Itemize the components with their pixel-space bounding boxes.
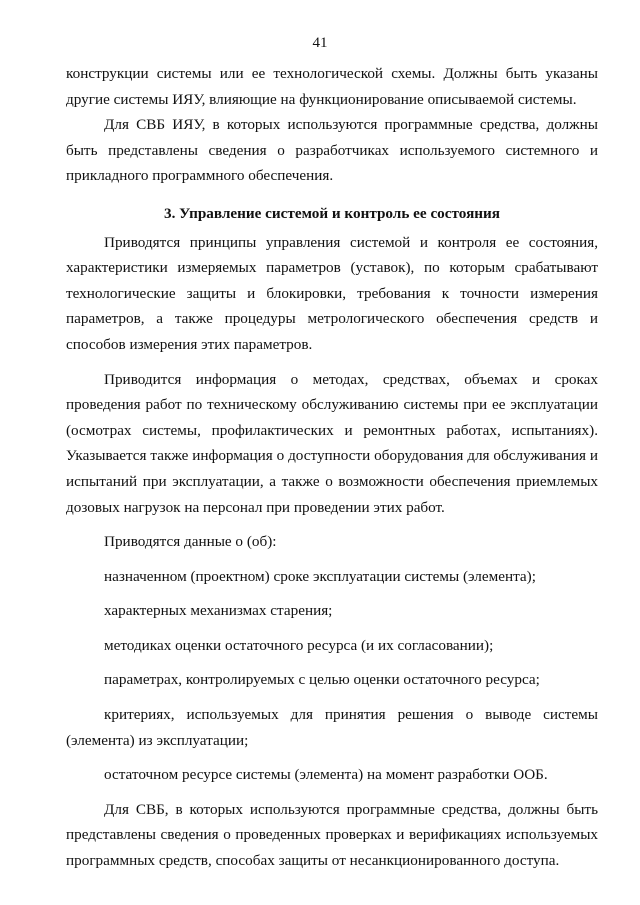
list-item: характерных механизмах старения; <box>104 602 333 620</box>
list-item: остаточном ресурсе системы (элемента) на момент разработки ООБ. <box>104 766 548 784</box>
list-item: критериях, используемых для принятия решения о выводе системы (элемента) из эксплуатации; <box>66 706 598 749</box>
body-text <box>66 61 598 874</box>
section-heading: 3. Управление системой и контроль ее состояния <box>163 204 501 222</box>
paragraph-3: Приводятся принципы управления системой и контроля ее состояния, характеристики измеряемых параметров (уставок), по которым срабатывают технологические защиты и блокировки, требования к точности измерения параметров, а также процедуры метрологического обеспечения средств и способов измерения этих параметров. <box>66 233 598 353</box>
paragraph-5: Приводятся данные о (об): <box>104 533 277 551</box>
list-item: методиках оценки остаточного ресурса (и их согласовании); <box>104 636 494 654</box>
list-item: параметрах, контролируемых с целью оценки остаточного ресурса; <box>104 671 540 689</box>
page-number: 41 <box>312 35 328 51</box>
list-item: назначенном (проектном) сроке эксплуатации системы (элемента); <box>104 567 536 585</box>
paragraph-4: Приводится информация о методах, средствах, объемах и сроках проведения работ по техническому обслуживанию системы при ее эксплуатации (осмотрах системы, профилактических и ремонтных работах, испытаниях). Указывается также информация о доступности оборудования для обслуживания и испытаний при эксплуатации, а также о возможности обеспечения приемлемых дозовых нагрузок на персонал при проведении этих работ. <box>66 370 598 516</box>
paragraph-1: конструкции системы или ее технологической схемы. Должны быть указаны другие системы ИЯУ, влияющие на функционирование описываемой системы. <box>66 65 598 108</box>
paragraph-6: Для СВБ, в которых используются программные средства, должны быть представлены сведения о проведенных проверках и верификациях используемых программных средств, способах защиты от несанкционированного доступа. <box>66 800 598 870</box>
paragraph-2: Для СВБ ИЯУ, в которых используются программные средства, должны быть представлены сведения о разработчиках используемого системного и прикладного программного обеспечения. <box>66 116 598 185</box>
